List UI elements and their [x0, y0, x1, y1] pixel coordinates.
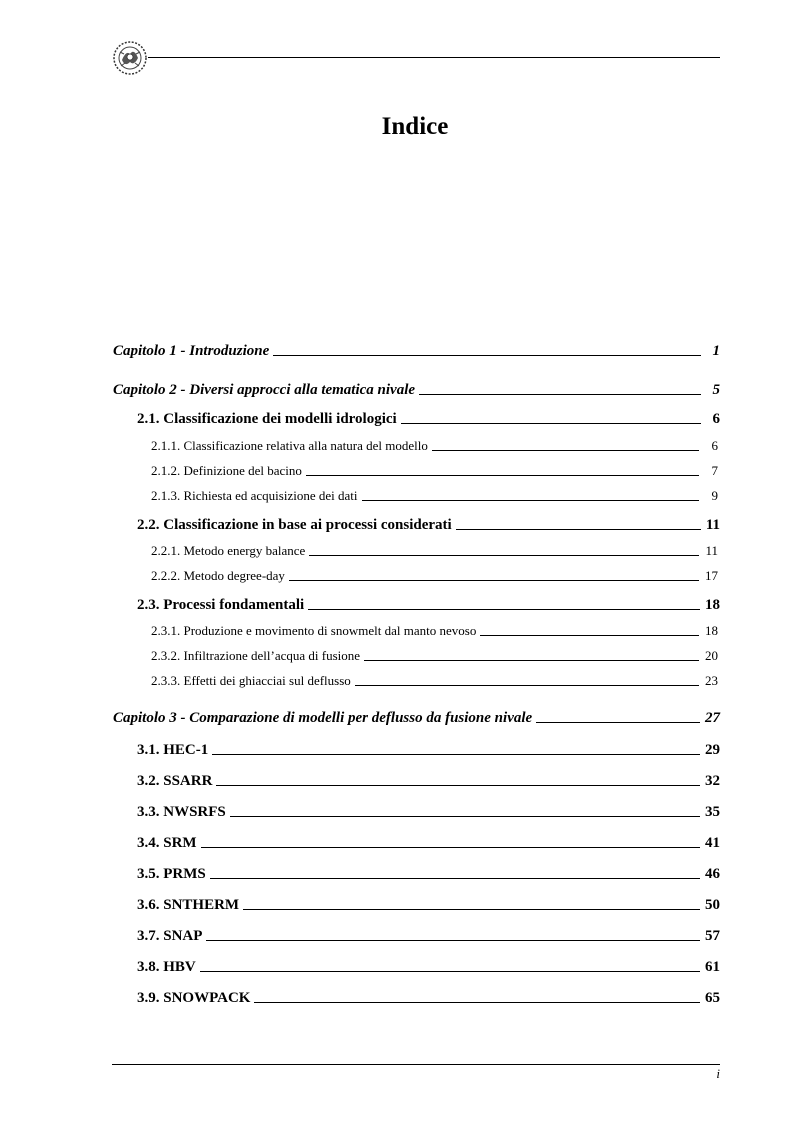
toc-entry-page: 41: [705, 835, 720, 851]
toc-entry-label: 2.1. Classificazione dei modelli idrologici: [137, 411, 397, 427]
toc-entry-page: 57: [705, 928, 720, 944]
toc-entry-label: 3.4. SRM: [137, 835, 197, 851]
toc-leader: [201, 847, 700, 848]
toc-entry-page: 6: [712, 411, 720, 427]
toc-entry-page: 46: [705, 866, 720, 882]
toc-entry-page: 18: [705, 597, 720, 613]
toc-leader: [206, 940, 700, 941]
toc-entry-label: 3.1. HEC-1: [137, 742, 209, 758]
toc-entry-page: 18: [705, 623, 718, 638]
toc-entry-page: 17: [705, 568, 718, 583]
toc-entry-page: 61: [705, 959, 720, 975]
toc-leader: [212, 754, 700, 755]
toc-entry[interactable]: [137, 834, 720, 852]
toc-entry-label: 3.3. NWSRFS: [137, 804, 226, 820]
toc-entry[interactable]: [137, 772, 720, 790]
toc-leader: [306, 475, 699, 476]
toc-entry-page: 1: [712, 343, 720, 359]
toc-entry[interactable]: [137, 803, 720, 821]
toc-leader: [273, 355, 701, 356]
toc-leader: [401, 423, 701, 424]
toc-leader: [210, 878, 700, 879]
toc-entry-page: 6: [711, 438, 718, 453]
toc-entry[interactable]: [151, 462, 718, 480]
toc-entry[interactable]: [137, 865, 720, 883]
toc-leader: [364, 660, 699, 661]
toc-leader: [309, 555, 699, 556]
toc-entry-label: 3.9. SNOWPACK: [137, 990, 251, 1006]
toc-leader: [456, 529, 701, 530]
toc-entry-page: 5: [712, 382, 720, 398]
toc-entry-label: Capitolo 2 - Diversi approcci alla tematica nivale: [113, 382, 416, 398]
toc-entry-label: 3.7. SNAP: [137, 928, 203, 944]
toc-entry-label: 2.3.2. Infiltrazione dell’acqua di fusione: [151, 648, 361, 663]
toc-leader: [480, 635, 699, 636]
toc-entry-label: 3.5. PRMS: [137, 866, 206, 882]
toc-entry[interactable]: [151, 487, 718, 505]
toc-leader: [308, 609, 700, 610]
toc-entry-label: Capitolo 1 - Introduzione: [113, 343, 270, 359]
toc-entry-page: 7: [711, 463, 718, 478]
toc-leader: [432, 450, 699, 451]
toc-entry-label: 2.2.2. Metodo degree-day: [151, 568, 285, 583]
toc-entry-page: 50: [705, 897, 720, 913]
toc-leader: [216, 785, 700, 786]
toc-entry-label: 2.1.3. Richiesta ed acquisizione dei dati: [151, 488, 358, 503]
toc-entry[interactable]: [151, 672, 718, 690]
toc-entry-label: 2.3.3. Effetti dei ghiacciai sul deflusso: [151, 673, 351, 688]
toc-entry[interactable]: [151, 567, 718, 585]
toc-entry[interactable]: [137, 516, 720, 534]
toc-entry-label: 3.2. SSARR: [137, 773, 213, 789]
toc-entry[interactable]: [137, 927, 720, 945]
toc-entry-label: 2.1.2. Definizione del bacino: [151, 463, 302, 478]
toc-entry-label: Capitolo 3 - Comparazione di modelli per deflusso da fusione nivale: [113, 710, 533, 726]
toc-entry-label: 2.1.1. Classificazione relativa alla natura del modello: [151, 438, 428, 453]
toc-entry-page: 11: [705, 517, 720, 533]
toc-entry-page: 20: [705, 648, 718, 663]
toc-entry[interactable]: [151, 542, 718, 560]
toc-leader: [362, 500, 700, 501]
toc-entry-page: 27: [705, 710, 720, 726]
toc-entry[interactable]: [137, 596, 720, 614]
toc-leader: [230, 816, 700, 817]
toc-entry[interactable]: [137, 896, 720, 914]
toc-leader: [355, 685, 699, 686]
toc-entry-page: 9: [711, 488, 718, 503]
page-number: i: [716, 1066, 720, 1081]
toc-entry-label: 2.3.1. Produzione e movimento di snowmelt dal manto nevoso: [151, 623, 477, 638]
toc-entry-page: 32: [705, 773, 720, 789]
toc-entry[interactable]: [151, 647, 718, 665]
toc-leader: [536, 722, 700, 723]
toc-entry[interactable]: [151, 437, 718, 455]
footer-rule: [112, 1064, 720, 1065]
toc-entry[interactable]: [137, 741, 720, 759]
toc-entry[interactable]: [113, 709, 720, 727]
toc-entry-label: 2.3. Processi fondamentali: [137, 597, 305, 613]
toc-entry-page: 11: [705, 543, 718, 558]
toc-entry[interactable]: [151, 622, 718, 640]
toc-entry-page: 29: [705, 742, 720, 758]
toc-entry[interactable]: [137, 958, 720, 976]
toc-leader: [243, 909, 700, 910]
toc-entry-page: 65: [705, 990, 720, 1006]
toc-entry-label: 2.2. Classificazione in base ai processi considerati: [137, 517, 452, 533]
toc-entry-label: 2.2.1. Metodo energy balance: [151, 543, 306, 558]
toc-entry-page: 23: [705, 673, 718, 688]
toc-entry[interactable]: [113, 381, 720, 399]
toc-entry[interactable]: [113, 342, 720, 360]
page-title: Indice: [381, 113, 449, 140]
toc-entry-label: 3.8. HBV: [137, 959, 196, 975]
toc-entry-page: 35: [705, 804, 720, 820]
toc-leader: [200, 971, 700, 972]
toc-leader: [254, 1002, 700, 1003]
toc-entry[interactable]: [137, 989, 720, 1007]
toc-leader: [289, 580, 699, 581]
toc-entry-label: 3.6. SNTHERM: [137, 897, 240, 913]
toc-entry[interactable]: [137, 410, 720, 428]
toc-leader: [419, 394, 701, 395]
